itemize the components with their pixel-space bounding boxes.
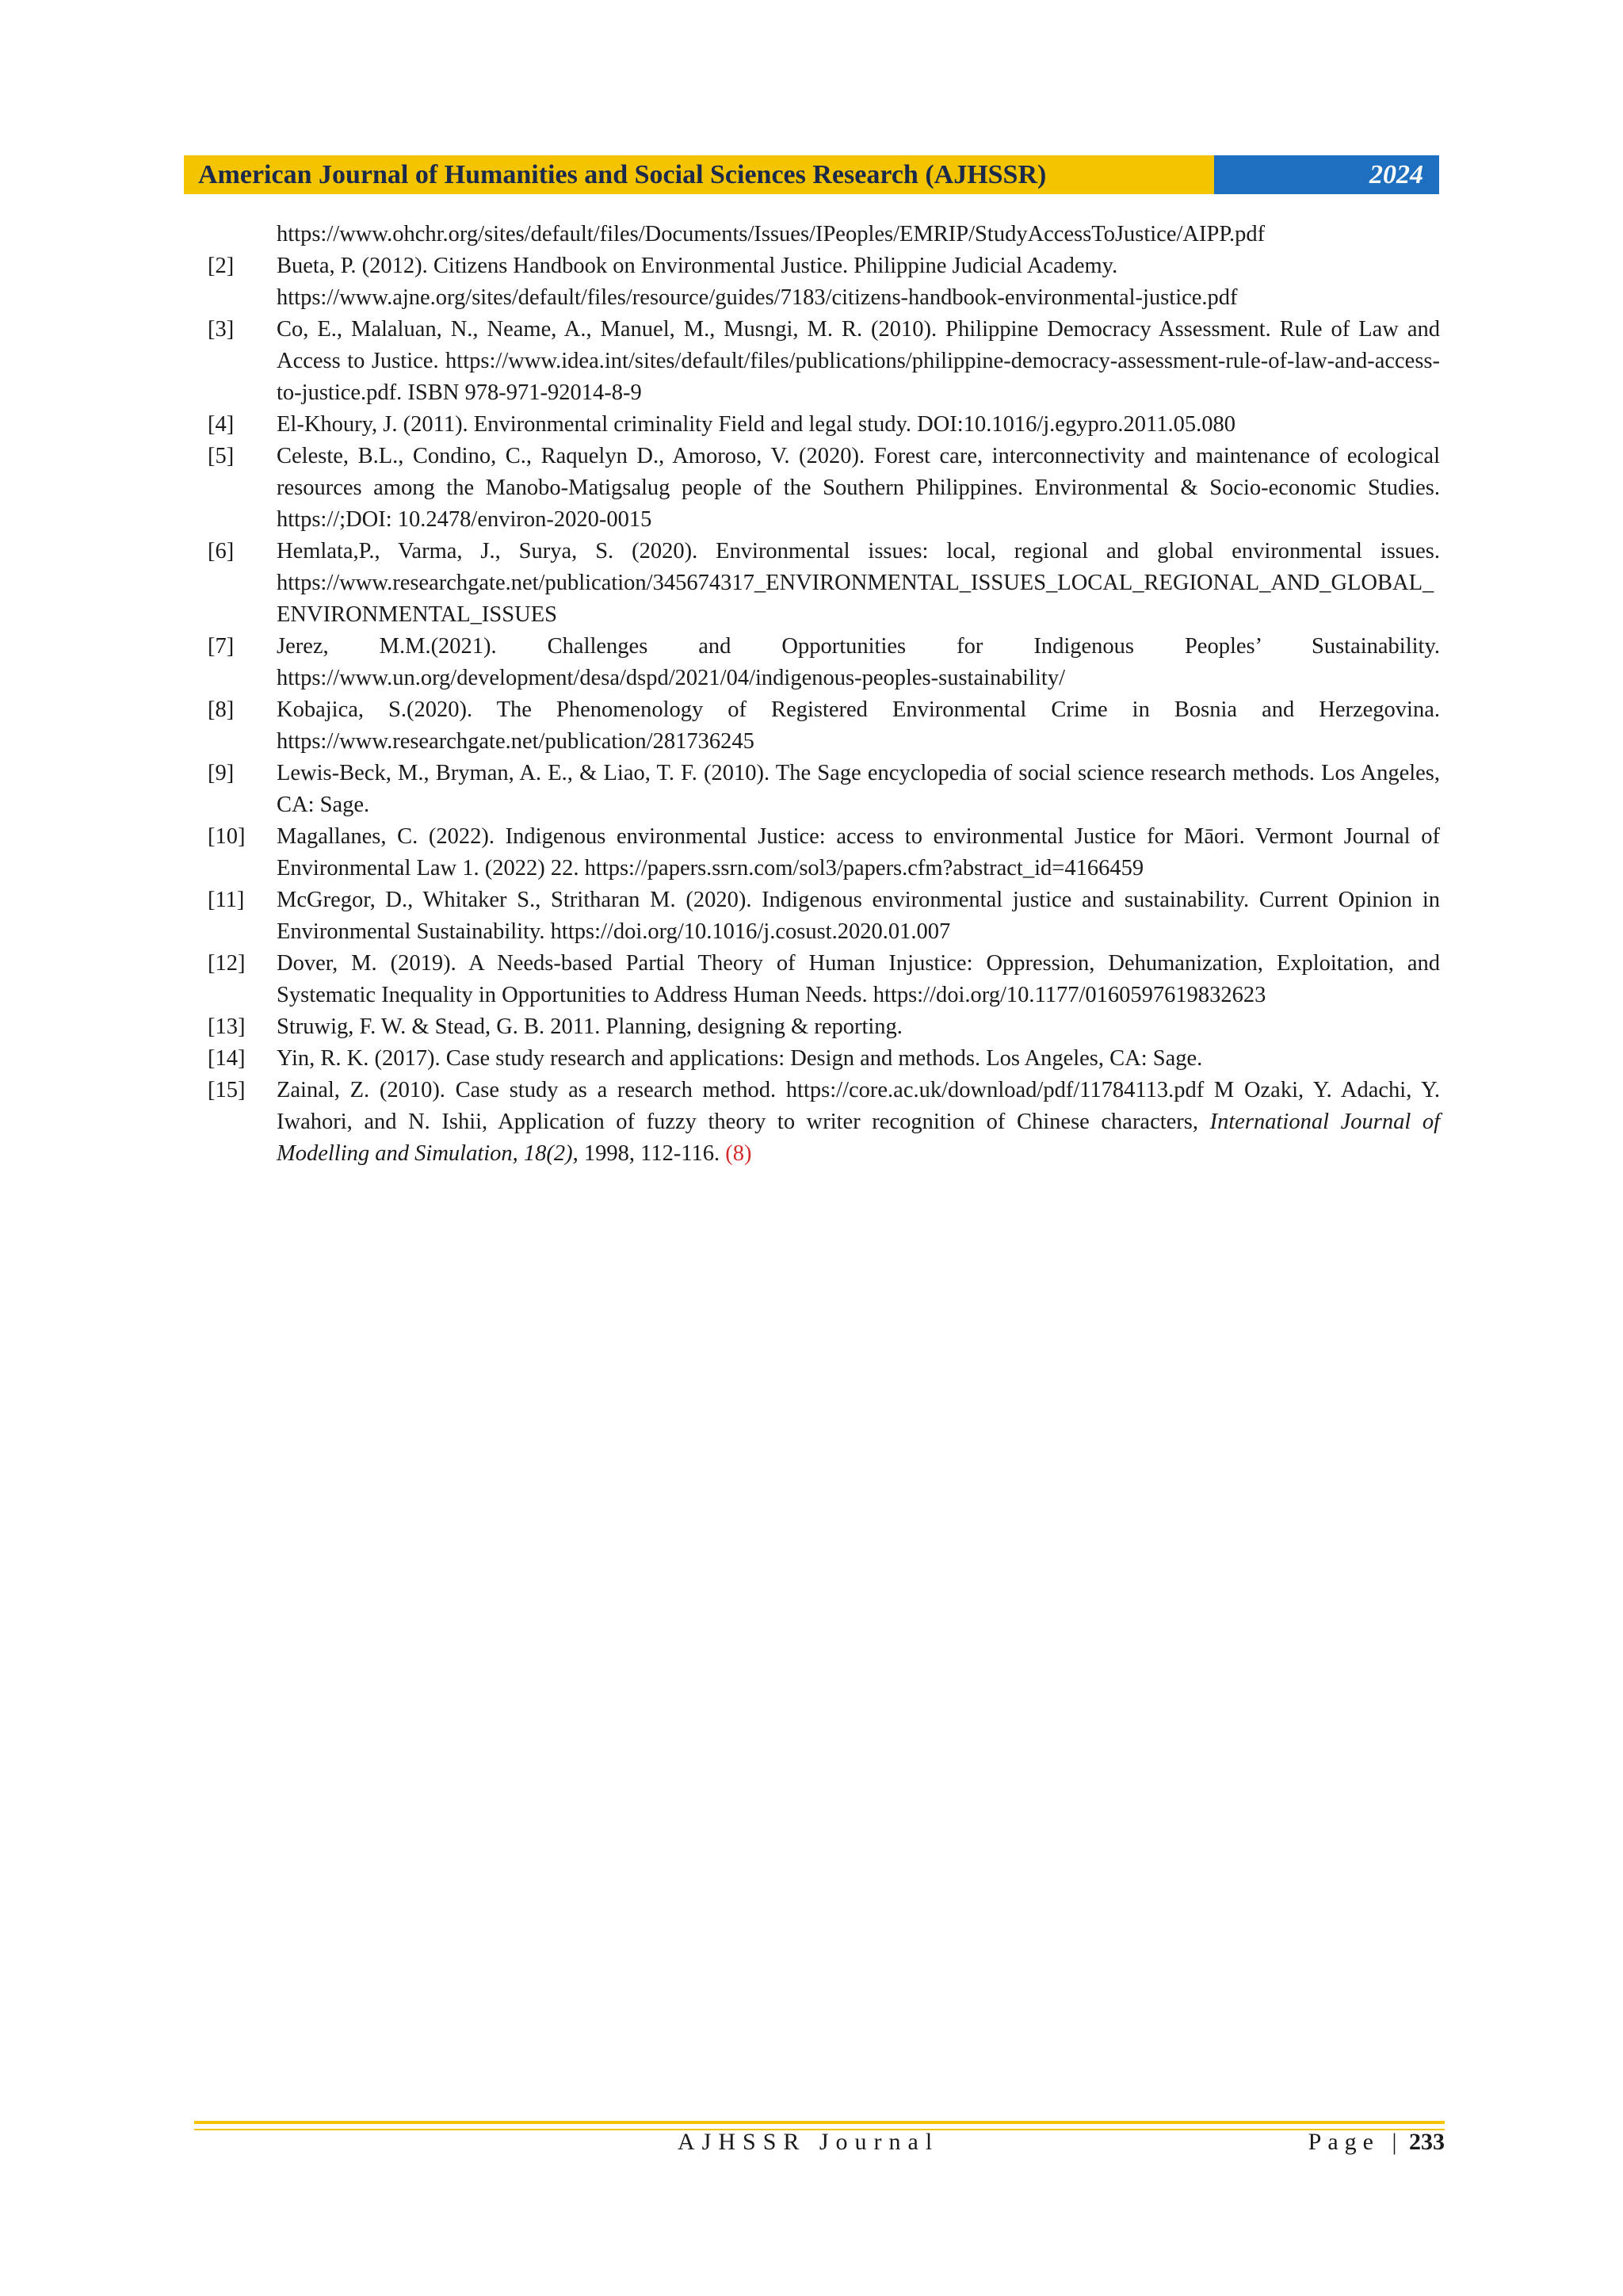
reference-item [208,1075,1440,1170]
reference-text: Kobajica, S.(2020). The Phenomenology of Registered Environmental Crime in Bosnia and Herzegovina. https://www.researchgate.net/publication/281736245 [277,697,1440,754]
reference-text: Yin, R. K. (2017). Case study research and applications: Design and methods. Los Angeles, CA: Sage. [277,1046,1203,1071]
reference-text-part: 1998, 112-116. [578,1141,726,1166]
reference-number: [11] [208,888,245,912]
citation-marker: (8) [725,1141,752,1166]
reference-text: Jerez, M.M.(2021). Challenges and Opportunities for Indigenous Peoples’ Sustainability. https://www.un.org/development/desa/dspd/2021/04/indigenous-peoples-sustainability/ [277,634,1440,690]
reference-item [208,631,1440,694]
reference-continuation: https://www.ohchr.org/sites/default/files/Documents/Issues/IPeoples/EMRIP/StudyAccessToJustice/AIPP.pdf [277,222,1266,246]
reference-number: [14] [208,1046,246,1071]
reference-text [277,1075,1440,1170]
journal-year: 2024 [1214,155,1439,194]
page-label: Page | [1308,2129,1403,2155]
reference-number: [7] [208,634,235,659]
reference-item [208,314,1440,409]
reference-number: [13] [208,1014,246,1039]
page-footer [194,2129,1445,2160]
reference-number: [4] [208,412,235,437]
reference-item [208,821,1440,884]
reference-number: [5] [208,444,235,468]
reference-list [208,219,1440,1170]
reference-item [208,441,1440,536]
reference-text: Co, E., Malaluan, N., Neame, A., Manuel, M., Musngi, M. R. (2010). Philippine Democracy Assessment. Rule of Law and Access to Justice. https://www.idea.int/sites/default/files/publications/philippine-democracy-assessment-rule-of-law-and-access-to-justice.pdf. ISBN 978-971-92014-8-9 [277,317,1440,405]
reference-text: McGregor, D., Whitaker S., Stritharan M. (2020). Indigenous environmental justice and sustainability. Current Opinion in Environmental Sustainability. https://doi.org/10.1016/j.cosust.2020.01.007 [277,888,1440,944]
reference-item [208,536,1440,631]
reference-item [208,1043,1440,1075]
reference-text: Lewis-Beck, M., Bryman, A. E., & Liao, T. F. (2010). The Sage encyclopedia of social science research methods. Los Angeles, CA: Sage. [277,761,1440,817]
reference-text: Celeste, B.L., Condino, C., Raquelyn D., Amoroso, V. (2020). Forest care, interconnectivity and maintenance of ecological resources among the Manobo-Matigsalug people of the Southern Philippines. Environmental & Socio-economic Studies. https://;DOI: 10.2478/environ-2020-0015 [277,444,1440,532]
reference-text: Struwig, F. W. & Stead, G. B. 2011. Planning, designing & reporting. [277,1014,903,1039]
reference-number: [12] [208,951,246,976]
reference-item [208,409,1440,441]
reference-text: Dover, M. (2019). A Needs-based Partial Theory of Human Injustice: Oppression, Dehumanization, Exploitation, and Systematic Inequality in Opportunities to Address Human Needs. https://doi.org/10.1177/0160597619832623 [277,951,1440,1007]
reference-text-part: Zainal, Z. (2010). Case study as a research method. https://core.ac.uk/download/pdf/11784113.pdf M Ozaki, Y. Adachi, Y. Iwahori, and N. Ishii, Application of fuzzy theory to writer recognition of Chinese characters, [277,1078,1440,1134]
reference-text: Bueta, P. (2012). Citizens Handbook on Environmental Justice. Philippine Judicial Academy. https://www.ajne.org/sites/default/files/resource/guides/7183/citizens-handbook-environmental-justice.pdf [277,254,1238,310]
reference-item [208,758,1440,821]
page-number: 233 [1409,2129,1445,2155]
reference-number: [3] [208,317,235,342]
reference-item [208,948,1440,1011]
reference-number: [10] [208,824,246,849]
journal-header [184,155,1439,194]
reference-item [208,884,1440,948]
reference-item [208,1011,1440,1043]
reference-number: [6] [208,539,235,563]
footer-journal-name: AJHSSR Journal [678,2129,940,2155]
reference-text: El-Khoury, J. (2011). Environmental criminality Field and legal study. DOI:10.1016/j.egypro.2011.05.080 [277,412,1235,437]
journal-name-italic: International Journal of Modelling and Simulation, 18(2), [277,1110,1440,1166]
reference-number: [8] [208,697,235,722]
reference-text: Magallanes, C. (2022). Indigenous environmental Justice: access to environmental Justice for Māori. Vermont Journal of Environmental Law 1. (2022) 22. https://papers.ssrn.com/sol3/papers.cfm?abstract_id=4166459 [277,824,1440,881]
reference-number: [15] [208,1078,246,1102]
reference-text: Hemlata,P., Varma, J., Surya, S. (2020). Environmental issues: local, regional and global environmental issues. https://www.researchgate.net/publication/345674317_ENVIRONMENTAL_ISSUES_LOCAL_REGIONAL_AND_GLOBAL_ENVIRONMENTAL_ISSUES [277,539,1440,627]
journal-title: American Journal of Humanities and Social Sciences Research (AJHSSR) [184,155,1214,194]
reference-number: [2] [208,254,235,278]
page-indicator [1308,2129,1445,2156]
reference-number: [9] [208,761,235,785]
reference-item [208,250,1440,314]
reference-item [208,694,1440,758]
